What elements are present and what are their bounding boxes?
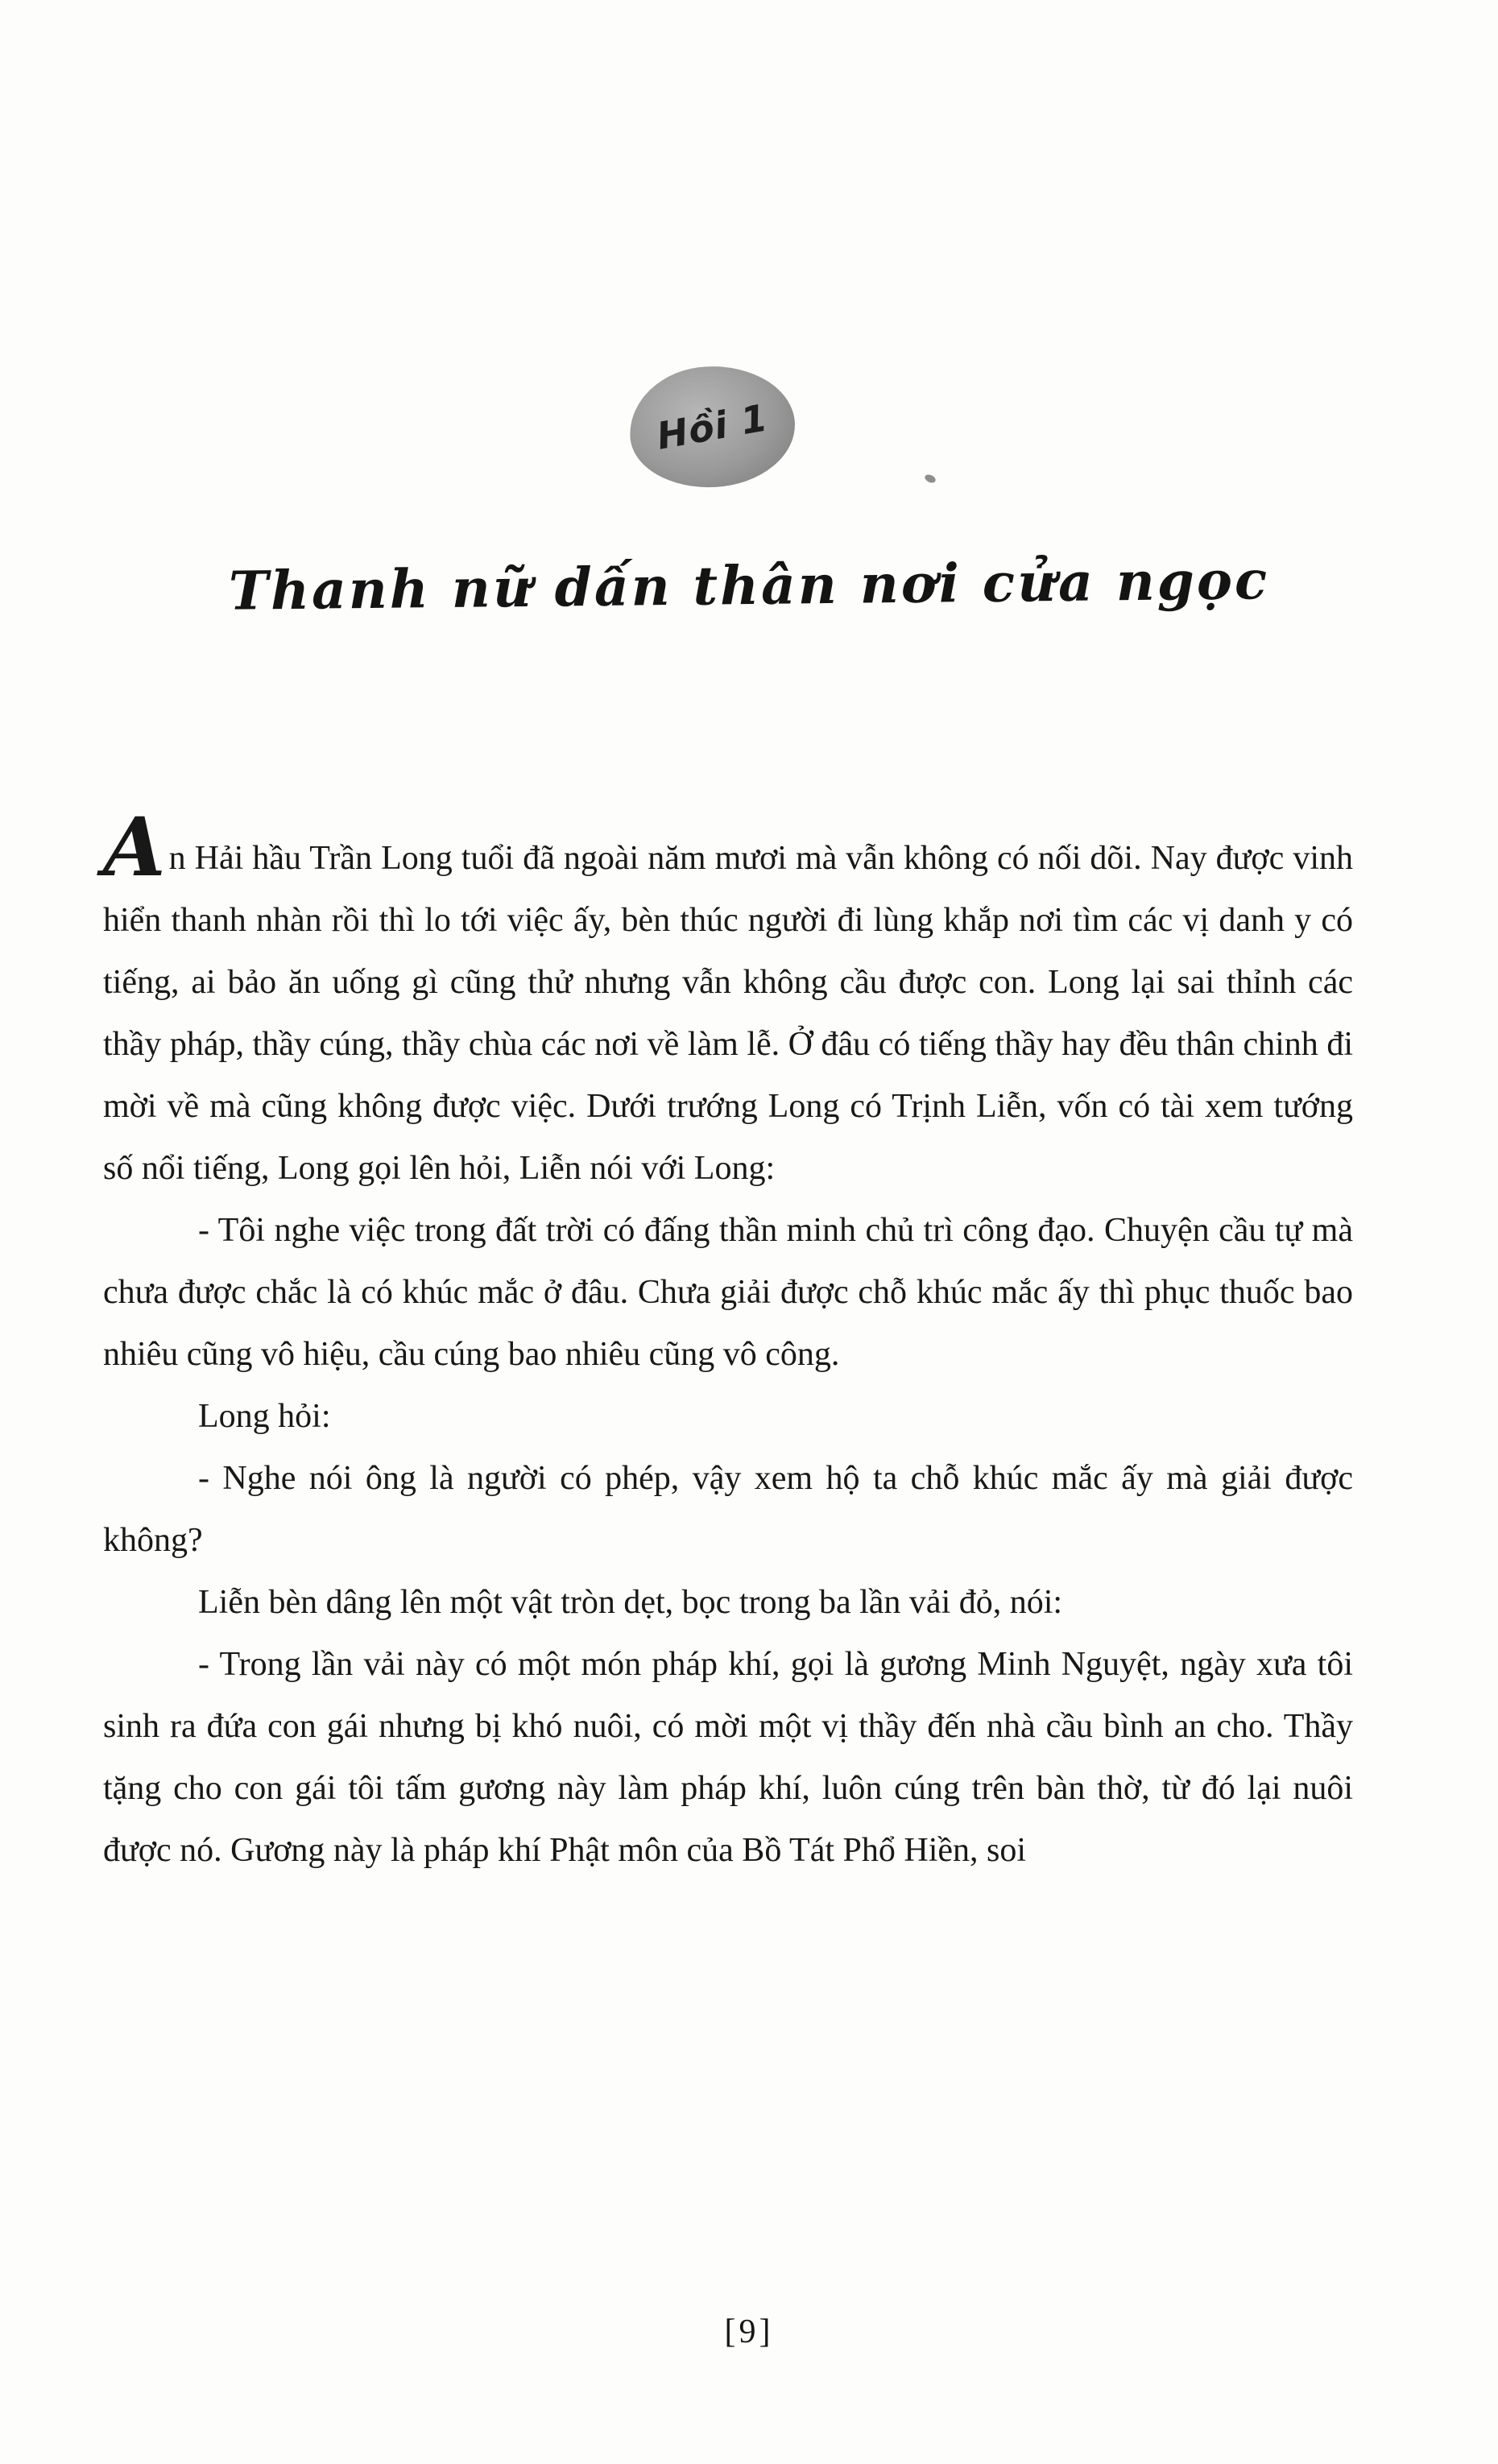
paragraph: - Trong lần vải này có một món pháp khí, gọi là gương Minh Nguyệt, ngày xưa tôi sinh ra đứa con gái nhưng bị khó nuôi, có mời một vị thầy đến nhà cầu bình an cho. Thầy tặng cho con gái tôi tấm gương này làm pháp khí, luôn cúng trên bàn thờ, từ đó lại nuôi được nó. Gương này là pháp khí Phật môn của Bồ Tát Phổ Hiền, soi [103, 1646, 1353, 1869]
paragraph: An Hải hầu Trần Long tuổi đã ngoài năm mươi mà vẫn không có nối dõi. Nay được vinh hiển thanh nhàn rồi thì lo tới việc ấy, bèn thúc người đi lùng khắp nơi tìm các vị danh y có tiếng, ai bảo ăn uống gì cũng thử nhưng vẫn không cầu được con. Long lại sai thỉnh các thầy pháp, thầy cúng, thầy chùa các nơi về làm lễ. Ở đâu có tiếng thầy hay đều thân chinh đi mời về mà cũng không được việc. Dưới trướng Long có Trịnh Liễn, vốn có tài xem tướng số nổi tiếng, Long gọi lên hỏi, Liễn nói với Long: [103, 800, 1353, 1187]
paragraph: Long hỏi: [198, 1398, 331, 1435]
paragraph: Liễn bèn dâng lên một vật tròn dẹt, bọc trong ba lần vải đỏ, nói: [198, 1584, 1063, 1621]
paragraph-text: n Hải hầu Trần Long tuổi đã ngoài năm mươi mà vẫn không có nối dõi. Nay được vinh hiển thanh nhàn rồi thì lo tới việc ấy, bèn thúc người đi lùng khắp nơi tìm các vị danh y có tiếng, ai bảo ăn uống gì cũng thử nhưng vẫn không cầu được con. Long lại sai thỉnh các thầy pháp, thầy cúng, thầy chùa các nơi về làm lễ. Ở đâu có tiếng thầy hay đều thân chinh đi mời về mà cũng không được việc. Dưới trướng Long có Trịnh Liễn, vốn có tài xem tướng số nổi tiếng, Long gọi lên hỏi, Liễn nói với Long: [103, 840, 1353, 1187]
chapter-badge [627, 362, 798, 492]
body-text [103, 800, 1353, 1882]
paragraph: - Nghe nói ông là người có phép, vậy xem hộ ta chỗ khúc mắc ấy mà giải được không? [103, 1460, 1353, 1559]
chapter-title: Thanh nữ dấn thân nơi cửa ngọc [228, 548, 1270, 622]
page-number: [9] [724, 2313, 774, 2350]
ink-speck [924, 473, 937, 484]
chapter-badge-label: Hồi 1 [653, 395, 772, 458]
paragraph: - Tôi nghe việc trong đất trời có đấng thần minh chủ trì công đạo. Chuyện cầu tự mà chưa được chắc là có khúc mắc ở đâu. Chưa giải được chỗ khúc mắc ấy thì phục thuốc bao nhiêu cũng vô hiệu, cầu cúng bao nhiêu cũng vô công. [103, 1212, 1353, 1373]
